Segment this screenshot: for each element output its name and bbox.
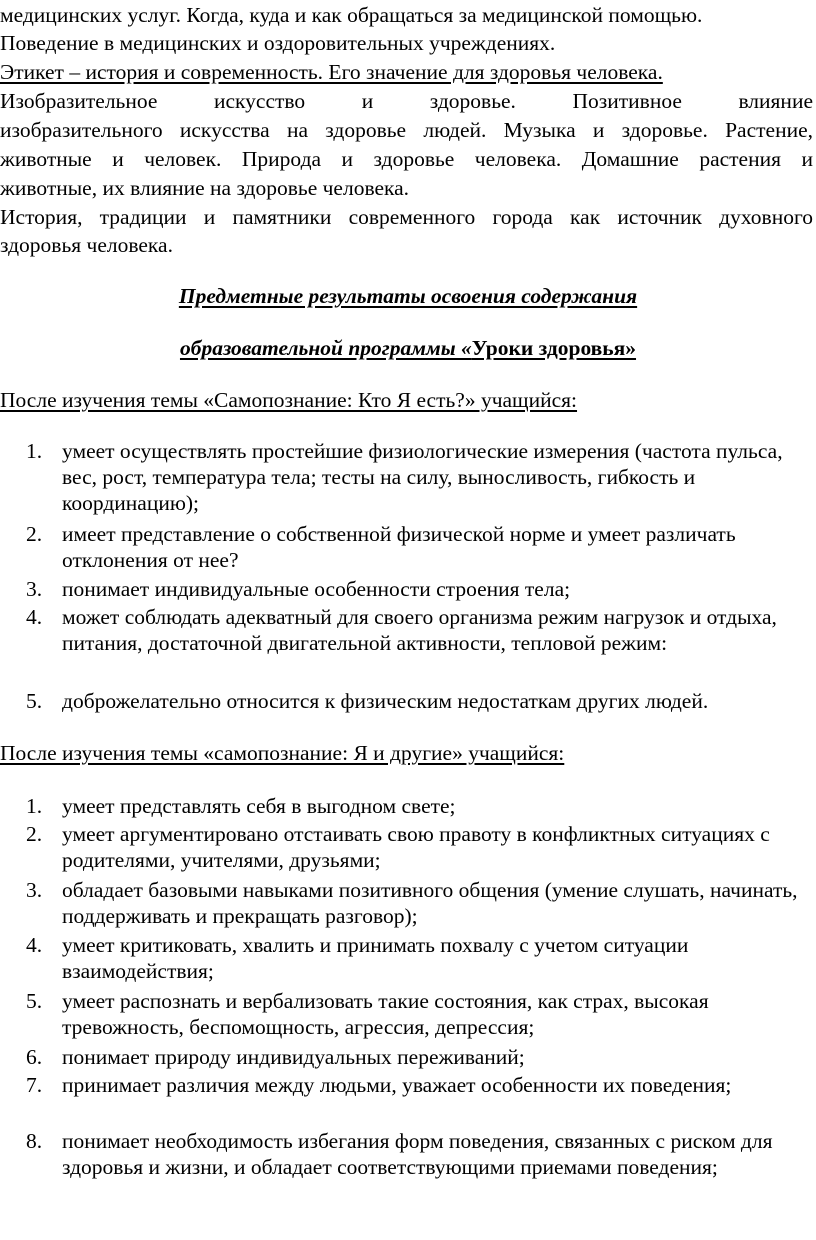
list-item-number: 8. <box>26 1129 43 1153</box>
list-item-text: обладает базовыми навыками позитивного общения (умение слушать, начинать, поддерживать и прекращать разговор); <box>62 878 798 928</box>
etiquette-line: Этикет – история и современность. Его значение для здоровья человека. <box>0 60 663 84</box>
art-paragraph-line-2: изобразительного искусства на здоровье людей. Музыка и здоровье. Растение, <box>0 118 813 142</box>
list-item-number: 1. <box>26 439 43 463</box>
list-item-text: умеет осуществлять простейшие физиологические измерения (частота пульса, вес, рост, температура тела; тесты на силу, выносливость, гибкость и координацию); <box>62 439 783 515</box>
list-item-number: 2. <box>26 522 43 546</box>
list-item-text: понимает природу индивидуальных переживаний; <box>62 1045 525 1069</box>
heading-italic-part: образовательной программы « <box>179 336 472 360</box>
art-paragraph-line-3: животные и человек. Природа и здоровье человека. Домашние растения и <box>0 147 813 171</box>
list-item-text: умеет критиковать, хвалить и принимать похвалу с учетом ситуации взаимодействия; <box>62 933 689 983</box>
list-item-text: умеет аргументировано отстаивать свою правоту в конфликтных ситуациях с родителями, учителями, друзьями; <box>62 822 770 872</box>
list-item-text: умеет распознать и вербализовать такие состояния, как страх, высокая тревожность, беспомощность, агрессия, депрессия; <box>62 989 709 1039</box>
page-heading-line-1: Предметные результаты освоения содержания <box>178 284 638 308</box>
art-paragraph-line-1: Изобразительное искусство и здоровье. Позитивное влияние <box>0 89 813 113</box>
heading-upright-part: Уроки здоровья» <box>471 336 637 360</box>
list-item-text: имеет представление о собственной физической норме и умеет различать отклонения от нее? <box>62 522 736 572</box>
page-heading-line-2 <box>0 335 816 361</box>
list-item-number: 7. <box>26 1073 43 1097</box>
list-item-number: 3. <box>26 577 43 601</box>
art-paragraph-line-4: животные, их влияние на здоровье человека. <box>0 176 410 200</box>
intro-line-1: медицинских услуг. Когда, куда и как обращаться за медицинской помощью. <box>0 3 703 27</box>
section-2-title: После изучения темы «самопознание: Я и другие» учащийся: <box>0 741 565 765</box>
list-item-number: 4. <box>26 933 43 957</box>
list-item-number: 2. <box>26 822 43 846</box>
list-item-text: понимает индивидуальные особенности строения тела; <box>62 577 571 601</box>
city-paragraph-line-2: здоровья человека. <box>0 233 173 257</box>
list-item-text: может соблюдать адекватный для своего организма режим нагрузок и отдыха, питания, достаточной двигательной активности, тепловой режим: <box>62 605 777 655</box>
list-item-text: доброжелательно относится к физическим недостаткам других людей. <box>62 689 709 713</box>
list-item-number: 3. <box>26 878 43 902</box>
list-item-number: 4. <box>26 605 43 629</box>
list-item-number: 1. <box>26 794 43 818</box>
intro-line-2: Поведение в медицинских и оздоровительных учреждениях. <box>0 31 556 55</box>
list-item-text: принимает различия между людьми, уважает особенности их поведения; <box>62 1073 732 1097</box>
list-item-text: понимает необходимость избегания форм поведения, связанных с риском для здоровья и жизни, и обладает соответствующими приемами поведения; <box>62 1129 773 1179</box>
list-item-number: 5. <box>26 689 43 713</box>
list-item-number: 6. <box>26 1045 43 1069</box>
list-item-text: умеет представлять себя в выгодном свете; <box>62 794 456 818</box>
city-paragraph-line-1: История, традиции и памятники современного города как источник духовного <box>0 205 813 229</box>
list-item-number: 5. <box>26 989 43 1013</box>
section-1-title: После изучения темы «Самопознание: Кто Я есть?» учащийся: <box>0 388 578 412</box>
